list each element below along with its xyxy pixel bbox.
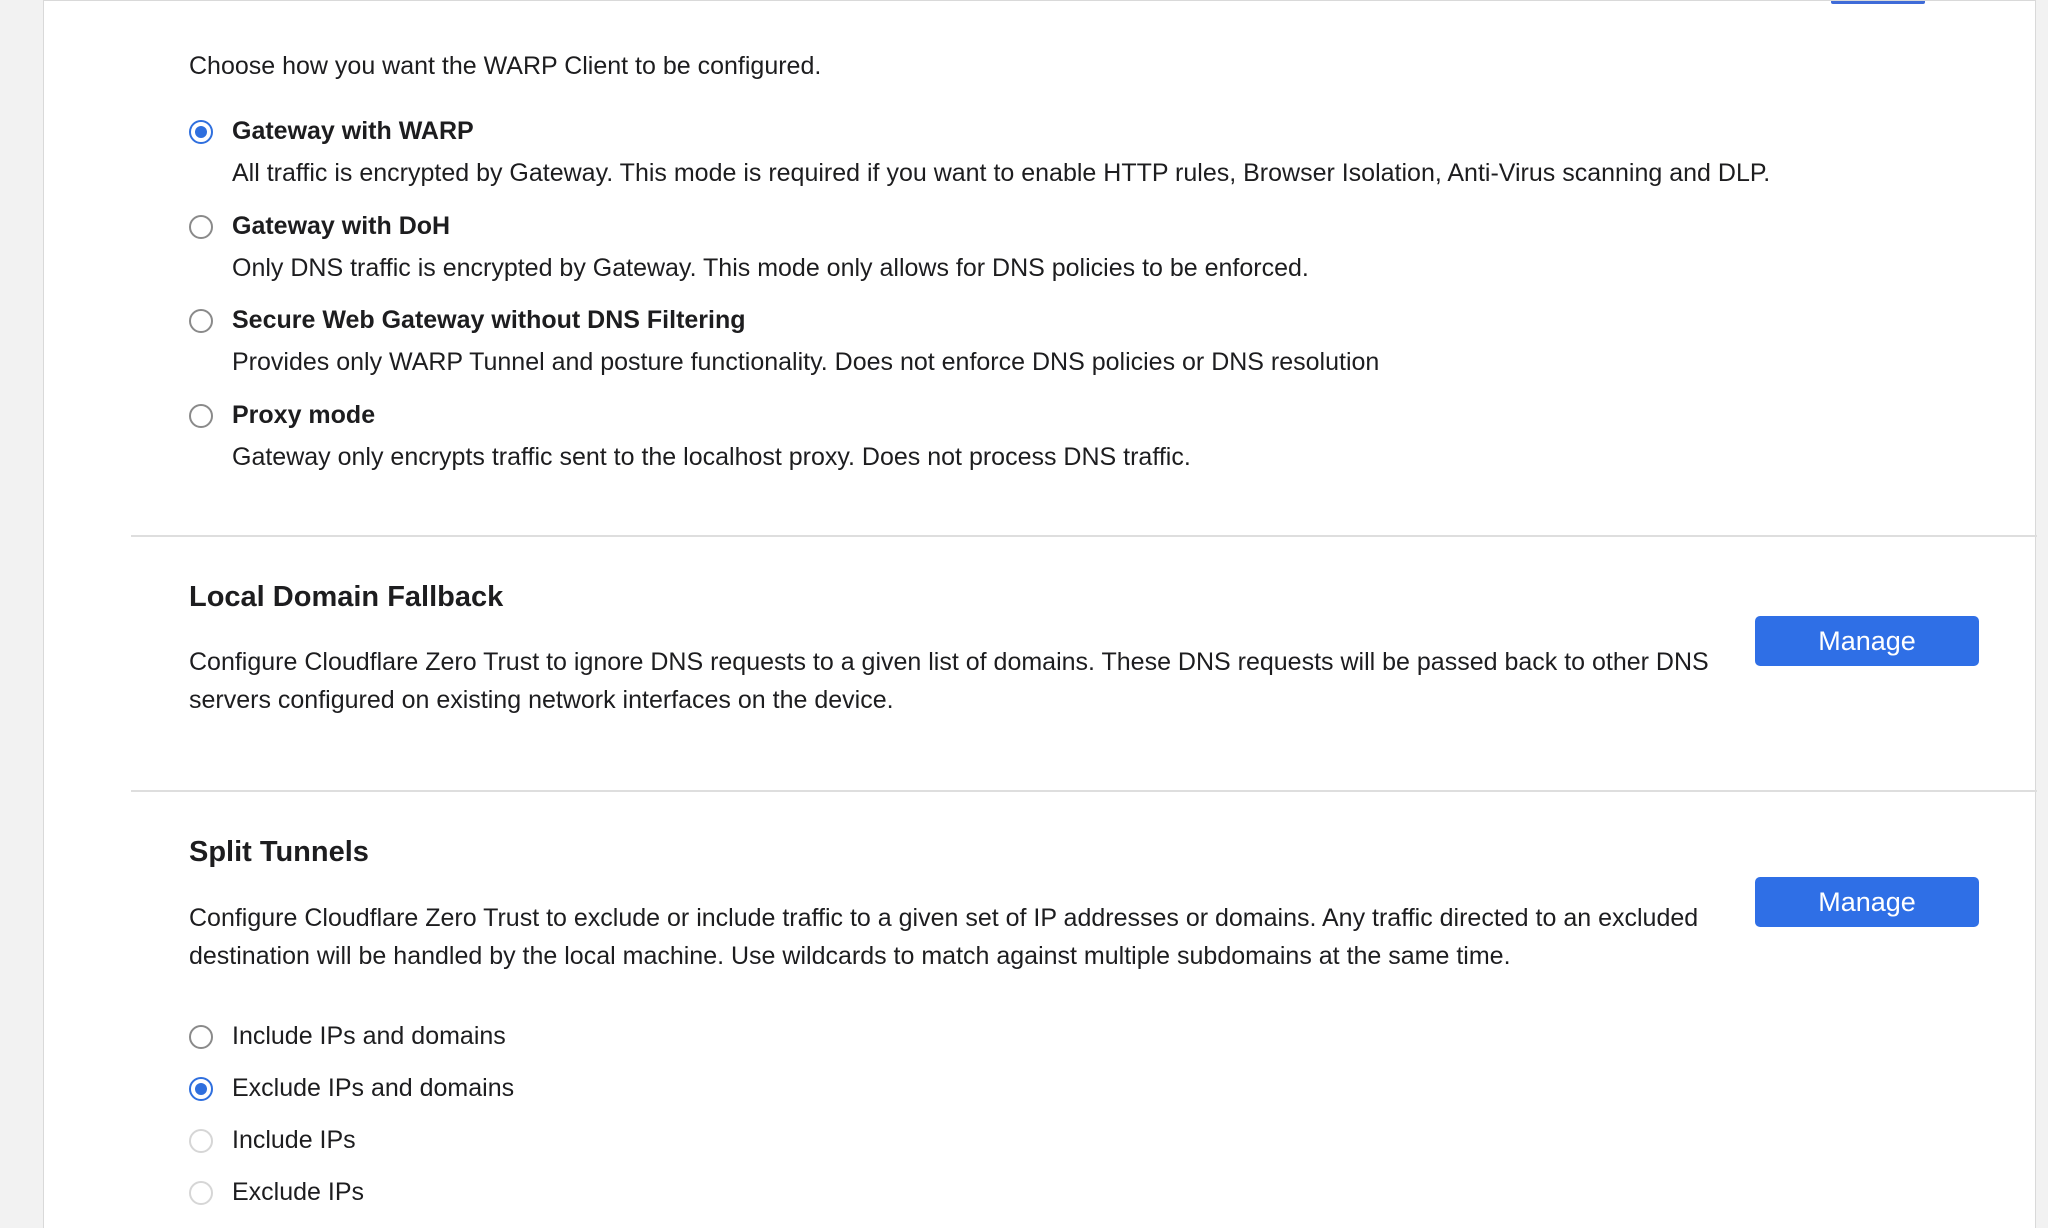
split-tunnels-manage-button[interactable]: Manage [1755, 877, 1979, 927]
option-title: Proxy mode [232, 401, 376, 429]
split-tunnels-description: Configure Cloudflare Zero Trust to exclude or include traffic to a given set of IP addresses or domains. Any traffic directed to an excluded destination will be handled by the local machine. Use wildcards to match against multiple subdomains at the same time. [189, 904, 1699, 970]
radio-icon[interactable] [189, 120, 213, 144]
option-label: Include IPs and domains [232, 1022, 506, 1050]
top-link-underline[interactable] [1831, 0, 1925, 4]
section-divider [131, 535, 2037, 537]
warp-mode-intro: Choose how you want the WARP Client to be configured. [189, 52, 822, 80]
option-title: Secure Web Gateway without DNS Filtering [232, 306, 746, 334]
settings-card [43, 0, 2036, 1228]
option-description: Only DNS traffic is encrypted by Gateway. This mode only allows for DNS policies to be enforced. [232, 254, 1309, 282]
option-title: Gateway with WARP [232, 117, 474, 145]
radio-icon[interactable] [189, 309, 213, 333]
section-divider [131, 790, 2037, 792]
radio-icon[interactable] [189, 215, 213, 239]
radio-icon [189, 1129, 213, 1153]
radio-icon[interactable] [189, 1077, 213, 1101]
local-domain-fallback-description: Configure Cloudflare Zero Trust to ignore DNS requests to a given list of domains. These DNS requests will be passed back to other DNS servers configured on existing network interfaces on the device. [189, 648, 1709, 714]
radio-icon[interactable] [189, 1025, 213, 1049]
radio-icon[interactable] [189, 404, 213, 428]
option-description: All traffic is encrypted by Gateway. This mode is required if you want to enable HTTP rules, Browser Isolation, Anti-Virus scanning and DLP. [232, 159, 1771, 187]
option-description: Provides only WARP Tunnel and posture functionality. Does not enforce DNS policies or DNS resolution [232, 348, 1380, 376]
option-label: Include IPs [232, 1126, 356, 1154]
option-description: Gateway only encrypts traffic sent to the localhost proxy. Does not process DNS traffic. [232, 443, 1191, 471]
option-label: Exclude IPs and domains [232, 1074, 515, 1102]
local-domain-fallback-title: Local Domain Fallback [189, 581, 504, 613]
option-label: Exclude IPs [232, 1178, 365, 1206]
local-domain-fallback-manage-button[interactable]: Manage [1755, 616, 1979, 666]
option-title: Gateway with DoH [232, 212, 451, 240]
split-tunnels-title: Split Tunnels [189, 836, 369, 868]
radio-icon [189, 1181, 213, 1205]
